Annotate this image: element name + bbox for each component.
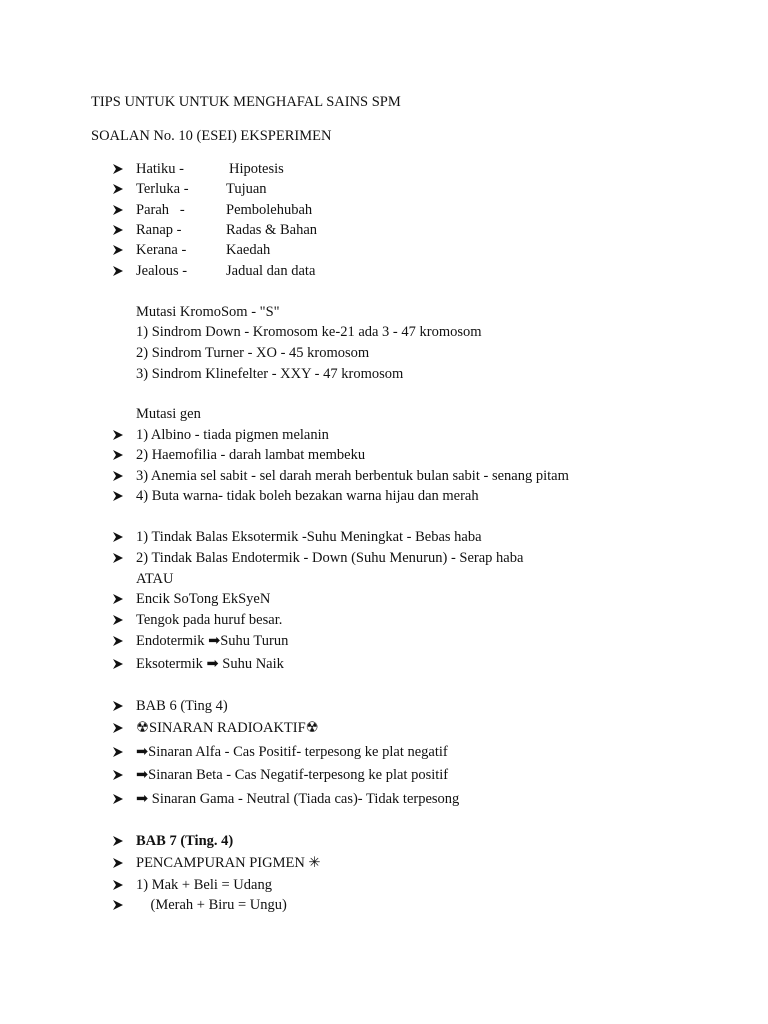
list-item-text: ☢SINARAN RADIOAKTIF☢ bbox=[136, 720, 319, 736]
mnemonic-key: Hatiku - bbox=[136, 161, 184, 177]
section-heading: Mutasi KromoSom - "S" bbox=[136, 304, 280, 320]
list-item: 3) Sindrom Klinefelter - XXY - 47 kromosom bbox=[136, 366, 404, 382]
mnemonic-value: Pembolehubah bbox=[226, 202, 313, 218]
mnemonic-value: Radas & Bahan bbox=[226, 222, 318, 238]
arrow-bullet-icon bbox=[112, 204, 124, 216]
list-item-text: ➡Sinaran Alfa - Cas Positif- terpesong ke plat negatif bbox=[136, 744, 448, 760]
document-subtitle: SOALAN No. 10 (ESEI) EKSPERIMEN bbox=[91, 128, 332, 144]
list-item: 1) Sindrom Down - Kromosom ke-21 ada 3 - 47 kromosom bbox=[136, 324, 482, 340]
list-item-text: Endotermik ➡Suhu Turun bbox=[136, 633, 289, 649]
list-item-text: 3) Anemia sel sabit - sel darah merah berbentuk bulan sabit - senang pitam bbox=[136, 468, 569, 484]
mnemonic-key: Jealous - bbox=[136, 263, 188, 279]
list-item-text: 1) Albino - tiada pigmen melanin bbox=[136, 427, 329, 443]
arrow-bullet-icon bbox=[112, 429, 124, 441]
arrow-bullet-icon bbox=[112, 265, 124, 277]
mnemonic-value: Kaedah bbox=[226, 242, 271, 258]
arrow-bullet-icon bbox=[112, 470, 124, 482]
arrow-bullet-icon bbox=[112, 879, 124, 891]
document-title: TIPS UNTUK UNTUK MENGHAFAL SAINS SPM bbox=[91, 94, 401, 110]
mnemonic-value: Tujuan bbox=[226, 181, 267, 197]
list-item-text: 1) Mak + Beli = Udang bbox=[136, 877, 272, 893]
list-item-text: BAB 6 (Ting 4) bbox=[136, 698, 228, 714]
list-item-text: 4) Buta warna- tidak boleh bezakan warna hijau dan merah bbox=[136, 488, 479, 504]
arrow-bullet-icon bbox=[112, 769, 124, 781]
arrow-bullet-icon bbox=[112, 635, 124, 647]
list-item-text: Encik SoTong EkSyeN bbox=[136, 591, 271, 607]
arrow-bullet-icon bbox=[112, 552, 124, 564]
mnemonic-key: Parah - bbox=[136, 202, 185, 218]
arrow-bullet-icon bbox=[112, 449, 124, 461]
arrow-bullet-icon bbox=[112, 244, 124, 256]
mnemonic-key: Kerana - bbox=[136, 242, 187, 258]
list-item-text: Eksotermik ➡ Suhu Naik bbox=[136, 656, 284, 672]
arrow-bullet-icon bbox=[112, 835, 124, 847]
mnemonic-value: Hipotesis bbox=[229, 161, 284, 177]
arrow-bullet-icon bbox=[112, 593, 124, 605]
arrow-bullet-icon bbox=[112, 700, 124, 712]
arrow-bullet-icon bbox=[112, 899, 124, 911]
mnemonic-key: Ranap - bbox=[136, 222, 182, 238]
arrow-bullet-icon bbox=[112, 224, 124, 236]
arrow-bullet-icon bbox=[112, 746, 124, 758]
arrow-bullet-icon bbox=[112, 490, 124, 502]
section-heading: Mutasi gen bbox=[136, 406, 201, 422]
list-item-text: ➡Sinaran Beta - Cas Negatif-terpesong ke plat positif bbox=[136, 767, 449, 783]
list-item-text: 2) Tindak Balas Endotermik - Down (Suhu Menurun) - Serap haba bbox=[136, 550, 524, 566]
mnemonic-key: Terluka - bbox=[136, 181, 189, 197]
list-item-text: 2) Haemofilia - darah lambat membeku bbox=[136, 447, 366, 463]
arrow-bullet-icon bbox=[112, 163, 124, 175]
arrow-bullet-icon bbox=[112, 793, 124, 805]
list-item-text: PENCAMPURAN PIGMEN ✳ bbox=[136, 855, 321, 871]
arrow-bullet-icon bbox=[112, 658, 124, 670]
atau-label: ATAU bbox=[136, 571, 174, 587]
list-item: 2) Sindrom Turner - XO - 45 kromosom bbox=[136, 345, 370, 361]
list-item-text: ➡ Sinaran Gama - Neutral (Tiada cas)- Tidak terpesong bbox=[136, 791, 460, 807]
arrow-bullet-icon bbox=[112, 531, 124, 543]
mnemonic-value: Jadual dan data bbox=[226, 263, 316, 279]
arrow-bullet-icon bbox=[112, 722, 124, 734]
list-item-text: 1) Tindak Balas Eksotermik -Suhu Meningkat - Bebas haba bbox=[136, 529, 482, 545]
list-item-text: BAB 7 (Ting. 4) bbox=[136, 833, 234, 849]
arrow-bullet-icon bbox=[112, 183, 124, 195]
arrow-bullet-icon bbox=[112, 857, 124, 869]
arrow-bullet-icon bbox=[112, 614, 124, 626]
list-item-text: Tengok pada huruf besar. bbox=[136, 612, 283, 628]
list-item-text: (Merah + Biru = Ungu) bbox=[136, 897, 287, 913]
